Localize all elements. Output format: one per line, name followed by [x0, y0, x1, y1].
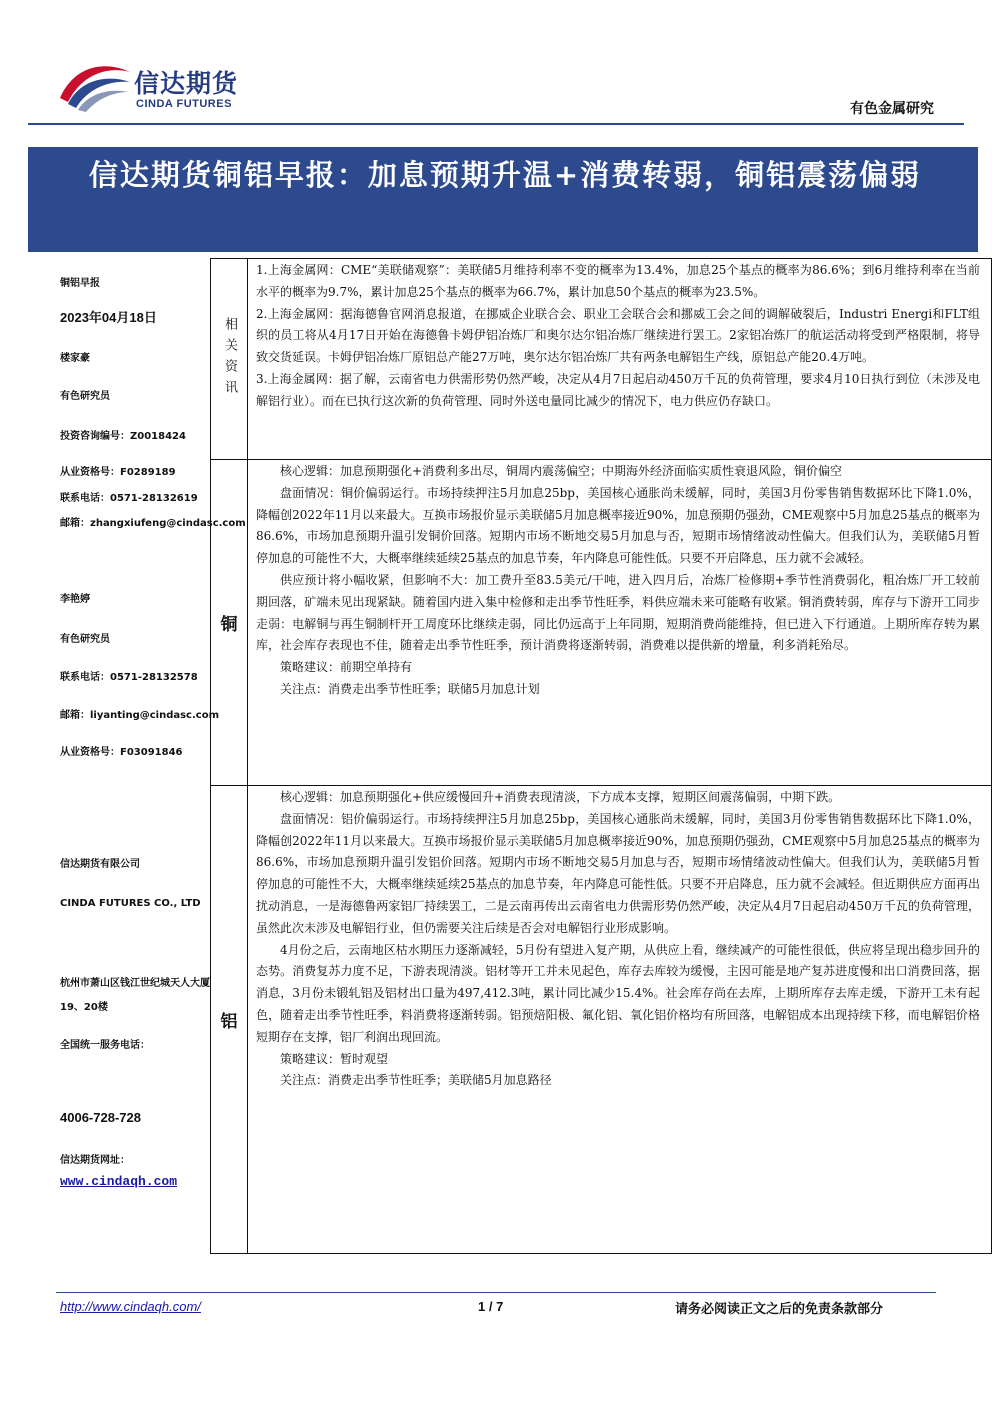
copper-content: [256, 461, 980, 701]
company-logo: [56, 58, 246, 118]
aluminum-core-logic: 核心逻辑：加息预期强化+供应缓慢回升+消费表现清淡，下方成本支撑，短期区间震荡偏弱，中期下跌。: [280, 790, 841, 804]
aluminum-section-label: 铝: [220, 1012, 238, 1032]
analyst2-role: 有色研究员: [60, 634, 110, 645]
news-section-label: [210, 258, 248, 460]
analyst1-phone: 联系电话：0571-28132619: [60, 493, 198, 504]
report-category: 有色金属研究: [850, 101, 934, 117]
content-table: [210, 258, 992, 1254]
website-label: 信达期货网址：: [60, 1155, 130, 1166]
copper-strategy: 策略建议：前期空单持有: [280, 660, 413, 675]
header-divider: [28, 123, 964, 125]
analyst2-qualification: 从业资格号：F03091846: [60, 747, 183, 758]
copper-market-situation: 盘面情况：铜价偏弱运行。市场持续押注5月加息25bp，美国核心通胀尚未缓解，同时，美国3月份零售销售数据环比下降1.0%，降幅创2022年11月以来最大。互换市场报价显示美联储5月加息概率接近90%，加息预期仍强劲，CME观察中5月加息25基点的概率为86.6%，市场加息预期升温引发铜价回落。短期内市场不断地交易5月加息与否，短期市场情绪波动性偏大。但我们认为，美联储5月暂停加息的可能性不大，大概率继续延续25基点的加息节奏，年内降息可能性低。只要不开启降息，压力就不会减轻。: [256, 485, 980, 566]
aluminum-content: [256, 787, 980, 1092]
logo-chinese-text: 信达期货: [134, 69, 239, 98]
news-item-3: 3.上海金属网：据了解，云南省电力供需形势仍然严峻，决定从4月7日起启动450万千瓦的负荷管理，要求4月10日执行到位（未涉及电解铝行业）。而在已执行这次新的负荷管理、同时外送电量同比减少的情况下，电力供应仍存缺口。: [256, 371, 980, 408]
news-item-1: 1.上海金属网：CME“美联储观察”：美联储5月维持利率不变的概率为13.4%，加息25个基点的概率为86.6%；到6月维持利率在当前水平的概率为9.7%，累计加息25个基点的概率为66.7%，累计加息50个基点的概率为23.5%。: [256, 263, 980, 299]
hotline-label: 全国统一服务电话：: [60, 1040, 150, 1051]
aluminum-supply-demand: 4月份之后，云南地区枯水期压力逐渐减轻，5月份有望进入复产期，从供应上看，继续减产的可能性很低，供应将呈现出稳步回升的态势。消费复苏力度不足，下游表现清淡。铝材等开工并未见起色，库存去库较为缓慢，主因可能是地产复苏进度慢和出口消费回落，据消息，3月份未锻轧铝及铝材出口量为497,412.3吨，累计同比减少15.4%。社会库存尚在去库，上期所库存去库走缓，下游开工未有起色，随着走出季节性旺季，料消费将逐渐转弱。铝预焙阳极、氟化铝、氧化铝价格均有所回落，电解铝成本出现持续下移，而电解铝价格短期存在支撑，铝厂利润出现回流。: [256, 942, 980, 1044]
analyst1-role: 有色研究员: [60, 391, 110, 402]
report-date: 2023年04月18日: [60, 310, 157, 325]
analyst2-email[interactable]: 邮箱：liyanting@cindasc.com: [60, 710, 220, 721]
hotline-number: 4006-728-728: [60, 1110, 141, 1125]
footer-divider: [56, 1292, 936, 1293]
analyst1-qualification: 从业资格号：F0289189: [60, 467, 176, 478]
page-title: 信达期货铜铝早报：加息预期升温+消费转弱，铜铝震荡偏弱: [88, 158, 922, 192]
aluminum-market-situation: 盘面情况：铝价偏弱运行。市场持续押注5月加息25bp，美国核心通胀尚未缓解，同时，美国3月份零售销售数据环比下降1.0%，降幅创2022年11月以来最大。互换市场报价显示美联储5月加息概率接近90%，加息预期仍强劲，CME观察中5月加息25基点的概率为86.6%，市场加息预期升温引发铝价回落。短期内市场不断地交易5月加息与否，短期市场情绪波动性偏大。但我们认为，美联储5月暂停加息的可能性不大，大概率继续延续25基点的加息节奏，年内降息可能性低。只要不开启降息，压力就不会减轻。但近期供应方面再出扰动消息，一是海德鲁两家铝厂持续罢工，二是云南再传出云南省电力供需形势仍然严峻，决定从4月7日起启动450万千瓦的负荷管理，虽然此次未涉及电解铝行业，但仍需要关注后续是否会对电解铝行业形成影响。: [256, 811, 980, 935]
address-line2: 19、20楼: [60, 1002, 108, 1013]
page-number: 1 / 7: [478, 1299, 504, 1314]
analyst2-phone: 联系电话：0571-28132578: [60, 672, 198, 683]
address-line1: 杭州市萧山区钱江世纪城天人大厦: [60, 978, 210, 989]
copper-focus-points: 关注点：消费走出季节性旺季；联储5月加息计划: [280, 681, 540, 696]
aluminum-strategy: 策略建议：暂时观望: [280, 1051, 389, 1066]
logo-swoosh-icon: [56, 58, 136, 114]
analyst1-license: 投资咨询编号：Z0018424: [60, 431, 186, 442]
footer-disclaimer: 请务必阅读正文之后的免责条款部分: [675, 1302, 884, 1317]
copper-section-label: 铜: [220, 615, 238, 635]
footer-website-link[interactable]: http://www.cindaqh.com/: [60, 1299, 201, 1314]
company-name-cn: 信达期货有限公司: [60, 859, 140, 870]
logo-english-text: CINDA FUTURES: [136, 98, 232, 110]
analyst1-email[interactable]: 邮箱：zhangxiufeng@cindasc.com: [60, 518, 246, 529]
analyst2-name: 李艳婷: [60, 594, 90, 605]
aluminum-focus-points: 关注点：消费走出季节性旺季；美联储5月加息路径: [280, 1073, 552, 1088]
news-content: [256, 260, 980, 413]
copper-supply-demand: 供应预计将小幅收紧，但影响不大：加工费升至83.5美元/干吨，进入四月后，冶炼厂检修期+季节性消费弱化，粗冶炼厂开工较前期回落，矿端未见出现紧缺。随着国内进入集中检修和走出季节性旺季，料供应端未来可能略有收紧。铜消费转弱，库存与下游开工同步走弱：电解铜与再生铜制杆开工周度环比继续走弱，同比仍远高于上年同期，短期消费尚能维持，但已进入下行通道。上期所库存转为累库，社会库存表现也不佳，随着走出季节性旺季，预计消费将逐渐转弱，消费难以提供新的增量，利多消耗殆尽。: [256, 572, 980, 653]
website-link[interactable]: www.cindaqh.com: [60, 1174, 178, 1189]
copper-core-logic: 核心逻辑：加息预期强化+消费利多出尽，铜周内震荡偏空；中期海外经济面临实质性衰退风险，铜价偏空: [280, 464, 843, 478]
news-label-text: 相关资讯: [222, 317, 237, 401]
report-name: 铜铝早报: [60, 278, 100, 289]
news-item-2: 2.上海金属网：据海德鲁官网消息报道，在挪威企业联合会、职业工会联合会和挪威工会之间的调解破裂后，Industri Energi和FLT组织的员工将从4月17日开始在海德鲁卡姆伊铝冶炼厂和奥尔达尔铝冶炼厂继续进行罢工。2家铝冶炼厂的航运活动将受到严格限制，将导致交货延误。卡姆伊铝冶炼厂原铝总产能27万吨，奥尔达尔铝冶炼厂共有两条电解铝生产线，原铝总产能20.4万吨。: [256, 306, 980, 365]
company-name-en: CINDA FUTURES CO., LTD: [60, 898, 201, 909]
analyst1-name: 楼家豪: [60, 353, 90, 364]
